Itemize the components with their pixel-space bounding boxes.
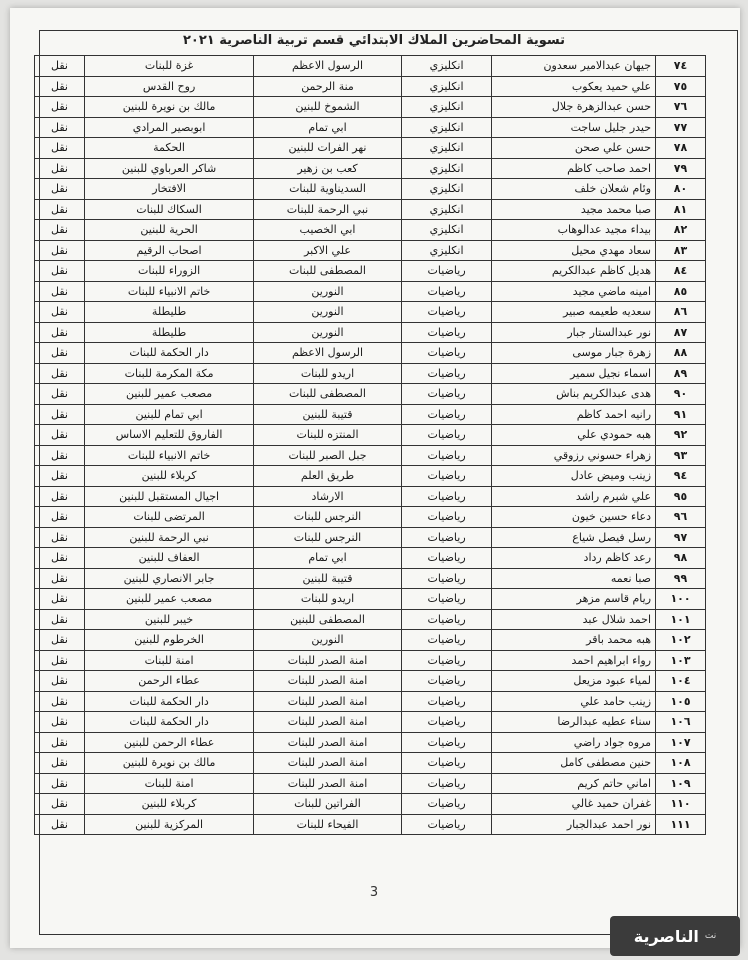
row-number-cell: ٧٥ (656, 76, 706, 97)
transfer-status-cell: نقل (35, 384, 85, 405)
from-school-cell: طريق العلم (254, 466, 402, 487)
teacher-name-cell: زينب وميض عادل (492, 466, 656, 487)
row-number-cell: ٩٢ (656, 425, 706, 446)
to-school-cell: دار الحكمة للبنات (85, 691, 254, 712)
teacher-name-cell: هبه محمد باقر (492, 630, 656, 651)
from-school-cell: نهر الفرات للبنين (254, 138, 402, 159)
table-row (35, 261, 706, 282)
table-row (35, 671, 706, 692)
subject-cell: رياضيات (401, 507, 491, 528)
row-number-cell: ٨٩ (656, 363, 706, 384)
to-school-cell: دار الحكمة للبنات (85, 343, 254, 364)
from-school-cell: الفيحاء للبنات (254, 814, 402, 835)
subject-cell: رياضيات (401, 527, 491, 548)
transfer-status-cell: نقل (35, 261, 85, 282)
from-school-cell: امنة الصدر للبنات (254, 773, 402, 794)
to-school-cell: كربلاء للبنين (85, 466, 254, 487)
table-row (35, 630, 706, 651)
from-school-cell: امنة الصدر للبنات (254, 732, 402, 753)
transfer-status-cell: نقل (35, 671, 85, 692)
transfer-status-cell: نقل (35, 466, 85, 487)
transfer-status-cell: نقل (35, 589, 85, 610)
table-row (35, 76, 706, 97)
table-row (35, 712, 706, 733)
row-number-cell: ٩٠ (656, 384, 706, 405)
teacher-name-cell: زينب حامد علي (492, 691, 656, 712)
table-row (35, 753, 706, 774)
table-row (35, 794, 706, 815)
transfer-status-cell: نقل (35, 650, 85, 671)
row-number-cell: ٨٦ (656, 302, 706, 323)
to-school-cell: مكة المكرمة للبنات (85, 363, 254, 384)
subject-cell: رياضيات (401, 814, 491, 835)
from-school-cell: امنة الصدر للبنات (254, 712, 402, 733)
subject-cell: انكليزي (401, 220, 491, 241)
transfer-status-cell: نقل (35, 568, 85, 589)
transfer-status-cell: نقل (35, 281, 85, 302)
teacher-name-cell: صبا نعمه (492, 568, 656, 589)
from-school-cell: قتيبة للبنين (254, 568, 402, 589)
row-number-cell: ٨٤ (656, 261, 706, 282)
from-school-cell: النورين (254, 281, 402, 302)
teacher-name-cell: سناء عطيه عبدالرضا (492, 712, 656, 733)
subject-cell: رياضيات (401, 609, 491, 630)
subject-cell: رياضيات (401, 712, 491, 733)
to-school-cell: دار الحكمة للبنات (85, 712, 254, 733)
table-row (35, 568, 706, 589)
row-number-cell: ٨٢ (656, 220, 706, 241)
teacher-name-cell: هبه حمودي علي (492, 425, 656, 446)
table-row (35, 384, 706, 405)
from-school-cell: اريدو للبنات (254, 363, 402, 384)
table-row (35, 732, 706, 753)
row-number-cell: ١١١ (656, 814, 706, 835)
to-school-cell: مصعب عمير للبنين (85, 384, 254, 405)
subject-cell: رياضيات (401, 281, 491, 302)
row-number-cell: ٩٤ (656, 466, 706, 487)
teacher-name-cell: مروه جواد راضي (492, 732, 656, 753)
to-school-cell: امنة للبنات (85, 650, 254, 671)
table-row (35, 343, 706, 364)
teacher-name-cell: سعديه طعيمه صبير (492, 302, 656, 323)
to-school-cell: خاتم الانبياء للبنات (85, 281, 254, 302)
subject-cell: رياضيات (401, 630, 491, 651)
transfer-status-cell: نقل (35, 117, 85, 138)
transfer-status-cell: نقل (35, 343, 85, 364)
transfer-status-cell: نقل (35, 76, 85, 97)
table-row (35, 425, 706, 446)
transfer-status-cell: نقل (35, 220, 85, 241)
to-school-cell: ابوبصير المرادي (85, 117, 254, 138)
to-school-cell: الحكمة (85, 138, 254, 159)
teacher-name-cell: رانيه احمد كاظم (492, 404, 656, 425)
to-school-cell: الزوراء للبنات (85, 261, 254, 282)
teacher-name-cell: اماني حاتم كريم (492, 773, 656, 794)
to-school-cell: الافتخار (85, 179, 254, 200)
transfer-status-cell: نقل (35, 753, 85, 774)
table-row (35, 814, 706, 835)
teacher-name-cell: حنين مصطفى كامل (492, 753, 656, 774)
row-number-cell: ١٠٥ (656, 691, 706, 712)
watermark-mark: نت (704, 931, 717, 941)
teacher-name-cell: رواء ابراهيم احمد (492, 650, 656, 671)
table-row (35, 97, 706, 118)
table-row (35, 691, 706, 712)
table-body (35, 56, 706, 835)
from-school-cell: نبي الرحمة للبنات (254, 199, 402, 220)
teacher-name-cell: زهرة جبار موسى (492, 343, 656, 364)
from-school-cell: المصطفى للبنات (254, 261, 402, 282)
transfer-status-cell: نقل (35, 138, 85, 159)
teacher-name-cell: صبا محمد مجيد (492, 199, 656, 220)
teacher-name-cell: احمد صاحب كاظم (492, 158, 656, 179)
to-school-cell: الخرطوم للبنين (85, 630, 254, 651)
subject-cell: انكليزي (401, 97, 491, 118)
row-number-cell: ٧٨ (656, 138, 706, 159)
transfer-table (34, 55, 706, 835)
row-number-cell: ٩٧ (656, 527, 706, 548)
row-number-cell: ٧٦ (656, 97, 706, 118)
row-number-cell: ١٠٩ (656, 773, 706, 794)
table-row (35, 322, 706, 343)
transfer-status-cell: نقل (35, 609, 85, 630)
subject-cell: انكليزي (401, 158, 491, 179)
teacher-name-cell: هديل كاظم عبدالكريم (492, 261, 656, 282)
row-number-cell: ١٠٠ (656, 589, 706, 610)
row-number-cell: ١٠٧ (656, 732, 706, 753)
subject-cell: انكليزي (401, 199, 491, 220)
transfer-status-cell: نقل (35, 527, 85, 548)
to-school-cell: ابي تمام للبنين (85, 404, 254, 425)
subject-cell: رياضيات (401, 486, 491, 507)
row-number-cell: ١٠٨ (656, 753, 706, 774)
table-row (35, 220, 706, 241)
teacher-name-cell: لمياء عبود مزيعل (492, 671, 656, 692)
from-school-cell: الشموخ للبنين (254, 97, 402, 118)
transfer-status-cell: نقل (35, 199, 85, 220)
teacher-name-cell: غفران حميد غالي (492, 794, 656, 815)
subject-cell: رياضيات (401, 691, 491, 712)
to-school-cell: العفاف للبنين (85, 548, 254, 569)
from-school-cell: امنة الصدر للبنات (254, 650, 402, 671)
from-school-cell: الرسول الاعظم (254, 56, 402, 77)
to-school-cell: المرتضى للبنات (85, 507, 254, 528)
to-school-cell: جابر الانصاري للبنين (85, 568, 254, 589)
subject-cell: رياضيات (401, 363, 491, 384)
from-school-cell: المصطفى للبنات (254, 384, 402, 405)
row-number-cell: ٧٩ (656, 158, 706, 179)
from-school-cell: المنتزه للبنات (254, 425, 402, 446)
teacher-name-cell: حيدر جليل ساجت (492, 117, 656, 138)
to-school-cell: روح القدس (85, 76, 254, 97)
to-school-cell: طليطلة (85, 322, 254, 343)
subject-cell: رياضيات (401, 322, 491, 343)
to-school-cell: نبي الرحمة للبنين (85, 527, 254, 548)
table-row (35, 281, 706, 302)
teacher-name-cell: اسماء نجيل سمير (492, 363, 656, 384)
subject-cell: رياضيات (401, 794, 491, 815)
transfer-status-cell: نقل (35, 363, 85, 384)
subject-cell: رياضيات (401, 753, 491, 774)
row-number-cell: ٨٠ (656, 179, 706, 200)
teacher-name-cell: سعاد مهدي محيل (492, 240, 656, 261)
teacher-name-cell: رسل فيصل شياع (492, 527, 656, 548)
row-number-cell: ١٠٣ (656, 650, 706, 671)
subject-cell: رياضيات (401, 773, 491, 794)
row-number-cell: ٩٨ (656, 548, 706, 569)
transfer-status-cell: نقل (35, 773, 85, 794)
subject-cell: رياضيات (401, 343, 491, 364)
transfer-status-cell: نقل (35, 691, 85, 712)
to-school-cell: السكاك للبنات (85, 199, 254, 220)
table-row (35, 117, 706, 138)
from-school-cell: الرسول الاعظم (254, 343, 402, 364)
subject-cell: انكليزي (401, 117, 491, 138)
teacher-name-cell: حسن علي صحن (492, 138, 656, 159)
transfer-status-cell: نقل (35, 322, 85, 343)
teacher-name-cell: جيهان عبدالامير سعدون (492, 56, 656, 77)
subject-cell: رياضيات (401, 384, 491, 405)
from-school-cell: علي الاكبر (254, 240, 402, 261)
to-school-cell: اصحاب الرقيم (85, 240, 254, 261)
subject-cell: انكليزي (401, 179, 491, 200)
teacher-name-cell: بيداء مجيد عدالوهاب (492, 220, 656, 241)
transfer-status-cell: نقل (35, 548, 85, 569)
subject-cell: رياضيات (401, 732, 491, 753)
transfer-status-cell: نقل (35, 445, 85, 466)
row-number-cell: ٨٣ (656, 240, 706, 261)
from-school-cell: امنة الصدر للبنات (254, 691, 402, 712)
table-row (35, 445, 706, 466)
from-school-cell: الارشاد (254, 486, 402, 507)
from-school-cell: المصطفى للبنين (254, 609, 402, 630)
to-school-cell: المركزية للبنين (85, 814, 254, 835)
from-school-cell: ابي تمام (254, 117, 402, 138)
teacher-name-cell: علي حميد يعكوب (492, 76, 656, 97)
table-row (35, 650, 706, 671)
row-number-cell: ١٠١ (656, 609, 706, 630)
subject-cell: رياضيات (401, 589, 491, 610)
row-number-cell: ٨٧ (656, 322, 706, 343)
subject-cell: رياضيات (401, 261, 491, 282)
transfer-status-cell: نقل (35, 404, 85, 425)
to-school-cell: شاكر العرباوي للبنين (85, 158, 254, 179)
row-number-cell: ١١٠ (656, 794, 706, 815)
subject-cell: انكليزي (401, 76, 491, 97)
subject-cell: رياضيات (401, 404, 491, 425)
from-school-cell: النرجس للبنات (254, 507, 402, 528)
teacher-name-cell: ريام قاسم مزهر (492, 589, 656, 610)
row-number-cell: ٧٧ (656, 117, 706, 138)
table-row (35, 486, 706, 507)
to-school-cell: اجيال المستقبل للبنين (85, 486, 254, 507)
table-row (35, 404, 706, 425)
transfer-status-cell: نقل (35, 56, 85, 77)
table-row (35, 199, 706, 220)
table-row (35, 363, 706, 384)
from-school-cell: النرجس للبنات (254, 527, 402, 548)
subject-cell: رياضيات (401, 302, 491, 323)
table-row (35, 527, 706, 548)
row-number-cell: ٨١ (656, 199, 706, 220)
to-school-cell: خيبر للبنين (85, 609, 254, 630)
subject-cell: انكليزي (401, 56, 491, 77)
row-number-cell: ١٠٦ (656, 712, 706, 733)
table-row (35, 56, 706, 77)
teacher-name-cell: وئام شعلان خلف (492, 179, 656, 200)
teacher-name-cell: هدى عبدالكريم بناش (492, 384, 656, 405)
transfer-status-cell: نقل (35, 425, 85, 446)
table-row (35, 609, 706, 630)
from-school-cell: النورين (254, 630, 402, 651)
row-number-cell: ٧٤ (656, 56, 706, 77)
to-school-cell: الحرية للبنين (85, 220, 254, 241)
subject-cell: رياضيات (401, 671, 491, 692)
from-school-cell: النورين (254, 322, 402, 343)
from-school-cell: ابي الخصيب (254, 220, 402, 241)
subject-cell: رياضيات (401, 466, 491, 487)
watermark-logo (610, 916, 740, 956)
watermark-text: الناصرية (633, 926, 699, 946)
transfer-status-cell: نقل (35, 507, 85, 528)
row-number-cell: ٩٦ (656, 507, 706, 528)
subject-cell: رياضيات (401, 445, 491, 466)
to-school-cell: طليطلة (85, 302, 254, 323)
teacher-name-cell: علي شبرم راشد (492, 486, 656, 507)
row-number-cell: ٨٥ (656, 281, 706, 302)
from-school-cell: الفراتين للبنات (254, 794, 402, 815)
table-row (35, 240, 706, 261)
subject-cell: انكليزي (401, 138, 491, 159)
teacher-name-cell: نور احمد عبدالجبار (492, 814, 656, 835)
to-school-cell: خاتم الانبياء للبنات (85, 445, 254, 466)
transfer-status-cell: نقل (35, 179, 85, 200)
table-row (35, 179, 706, 200)
table-row (35, 158, 706, 179)
from-school-cell: جبل الصبر للبنات (254, 445, 402, 466)
teacher-name-cell: دعاء حسين خيون (492, 507, 656, 528)
from-school-cell: السديناوية للبنات (254, 179, 402, 200)
teacher-name-cell: احمد شلال عبد (492, 609, 656, 630)
teacher-name-cell: رعد كاظم رداد (492, 548, 656, 569)
to-school-cell: الفاروق للتعليم الاساس (85, 425, 254, 446)
subject-cell: رياضيات (401, 548, 491, 569)
to-school-cell: مصعب عمير للبنين (85, 589, 254, 610)
row-number-cell: ٩١ (656, 404, 706, 425)
from-school-cell: اريدو للبنات (254, 589, 402, 610)
table-row (35, 302, 706, 323)
teacher-name-cell: امينه ماضي مجيد (492, 281, 656, 302)
transfer-status-cell: نقل (35, 732, 85, 753)
transfer-status-cell: نقل (35, 97, 85, 118)
row-number-cell: ٩٥ (656, 486, 706, 507)
table-row (35, 773, 706, 794)
document-title: تسوية المحاضرين الملاك الابتدائي قسم تربية الناصرية ٢٠٢١ (182, 33, 566, 48)
row-number-cell: ٩٣ (656, 445, 706, 466)
to-school-cell: عطاء الرحمن (85, 671, 254, 692)
to-school-cell: مالك بن نويرة للبنين (85, 97, 254, 118)
from-school-cell: امنة الصدر للبنات (254, 753, 402, 774)
table-row (35, 466, 706, 487)
to-school-cell: مالك بن نويرة للبنين (85, 753, 254, 774)
table-row (35, 548, 706, 569)
transfer-status-cell: نقل (35, 630, 85, 651)
teacher-name-cell: نور عبدالستار جبار (492, 322, 656, 343)
row-number-cell: ١٠٤ (656, 671, 706, 692)
row-number-cell: ٨٨ (656, 343, 706, 364)
subject-cell: رياضيات (401, 425, 491, 446)
from-school-cell: قتيبة للبنين (254, 404, 402, 425)
to-school-cell: كربلاء للبنين (85, 794, 254, 815)
subject-cell: رياضيات (401, 568, 491, 589)
from-school-cell: منة الرحمن (254, 76, 402, 97)
from-school-cell: ابي تمام (254, 548, 402, 569)
subject-cell: رياضيات (401, 650, 491, 671)
page-number: 3 (369, 885, 379, 900)
row-number-cell: ١٠٢ (656, 630, 706, 651)
transfer-status-cell: نقل (35, 814, 85, 835)
to-school-cell: غزة للبنات (85, 56, 254, 77)
table-row (35, 589, 706, 610)
from-school-cell: النورين (254, 302, 402, 323)
transfer-status-cell: نقل (35, 794, 85, 815)
table-row (35, 507, 706, 528)
row-number-cell: ٩٩ (656, 568, 706, 589)
transfer-status-cell: نقل (35, 302, 85, 323)
transfer-status-cell: نقل (35, 712, 85, 733)
transfer-status-cell: نقل (35, 158, 85, 179)
subject-cell: انكليزي (401, 240, 491, 261)
transfer-status-cell: نقل (35, 486, 85, 507)
table-row (35, 138, 706, 159)
transfer-status-cell: نقل (35, 240, 85, 261)
to-school-cell: امنة للبنات (85, 773, 254, 794)
teacher-name-cell: حسن عبدالزهرة جلال (492, 97, 656, 118)
from-school-cell: امنة الصدر للبنات (254, 671, 402, 692)
to-school-cell: عطاء الرحمن للبنين (85, 732, 254, 753)
teacher-name-cell: زهراء حسوني رزوقي (492, 445, 656, 466)
from-school-cell: كعب بن زهير (254, 158, 402, 179)
